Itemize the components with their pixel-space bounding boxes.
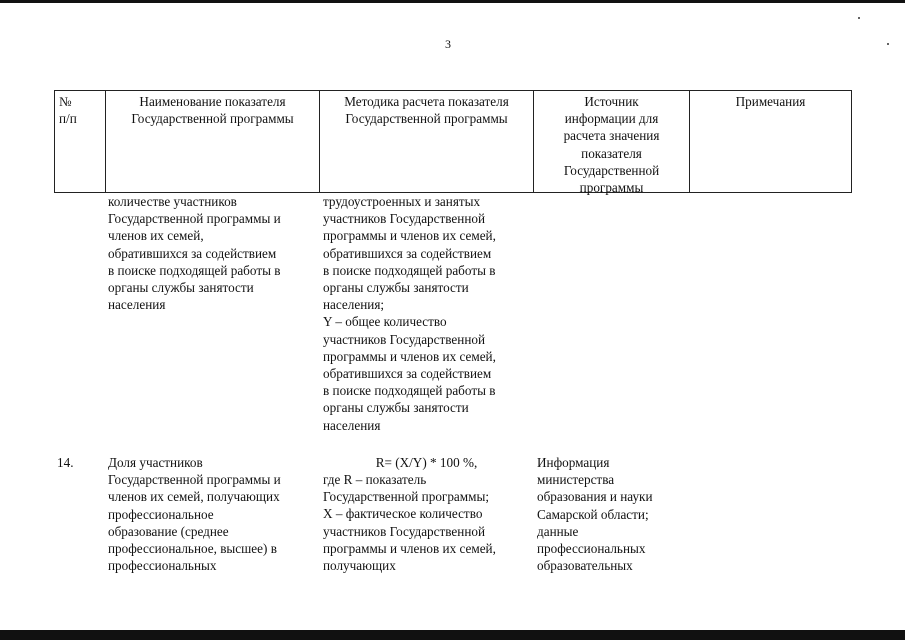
row-source-cell: Информация министерства образования и науки Самарской области; данные профессиональных образовательных xyxy=(537,455,653,574)
scan-speck xyxy=(858,17,860,19)
row-name-cell: Доля участников Государственной программы и членов их семей, получающих профессиональное образование (среднее профессиональное, высшее) в профессиональных xyxy=(108,455,281,574)
row-method-cell: где R – показатель Государственной программы; X – фактическое количество участников Государственной программы и членов их семей, получающих xyxy=(323,472,496,574)
scan-speck xyxy=(887,43,889,45)
bottom-border-rule xyxy=(0,630,905,640)
header-cell-number: № п/п xyxy=(59,94,77,127)
row-name-cell: количестве участников Государственной программы и членов их семей, обратившихся за содействием в поиске подходящей работы в органы службы занятости населения xyxy=(108,194,281,313)
header-cell-method: Методика расчета показателя Государственной программы xyxy=(319,91,533,192)
page-number: 3 xyxy=(445,37,451,51)
header-cell-name: Наименование показателя Государственной программы xyxy=(105,91,319,192)
row-method-cell: трудоустроенных и занятых участников Государственной программы и членов их семей, обратившихся за содействием в поиске подходящей работы в органы службы занятости населения; Y – общее количество участников Государственной программы и членов их семей, обратившихся за содействием в поиске подходящей работы в органы службы занятости населения xyxy=(323,194,496,433)
row-method-formula: R= (X/Y) * 100 %, xyxy=(375,455,478,470)
header-cell-source: Источник информации для расчета значения показателя Государственной программы xyxy=(533,91,689,192)
header-cell-notes: Примечания xyxy=(689,91,851,192)
row-number-cell: 14. xyxy=(57,455,74,470)
top-border-rule xyxy=(0,0,905,3)
table-header xyxy=(54,90,852,196)
